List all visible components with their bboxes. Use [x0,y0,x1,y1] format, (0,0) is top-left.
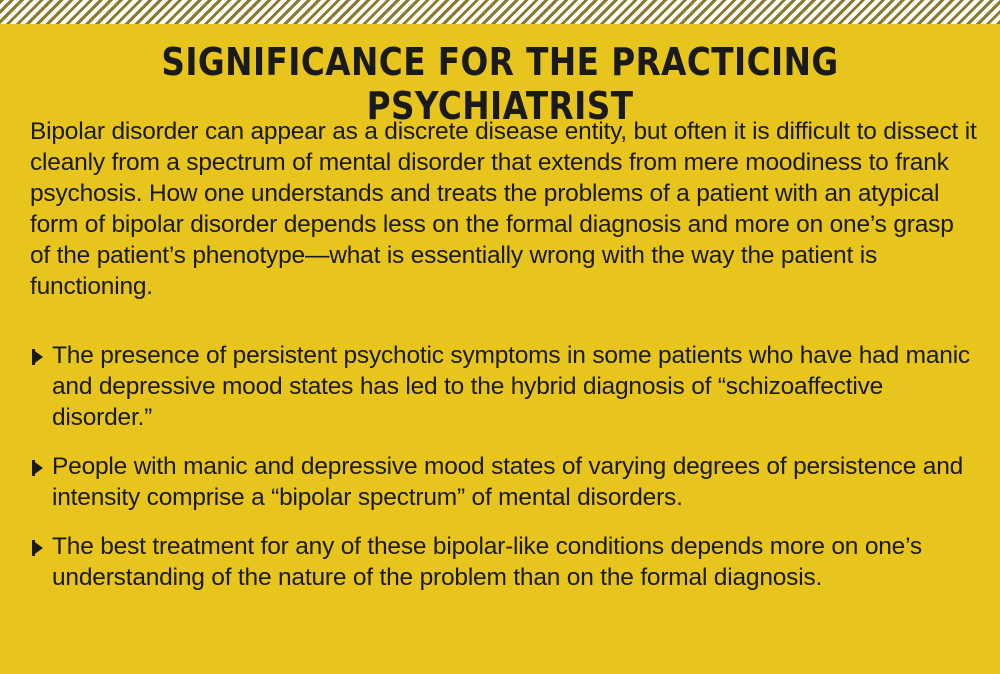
bullet-arrow-icon [32,540,43,556]
list-item [30,451,970,513]
list-item [30,340,970,433]
hatched-top-border [0,0,1000,24]
bullet-list [30,340,970,593]
bullet-text: People with manic and depressive mood states of varying degrees of persistence and intensity comprise a “bipolar spectrum” of mental disorders. [52,453,964,511]
bullet-text: The best treatment for any of these bipolar-like conditions depends more on one’s understanding of the nature of the problem than on the formal diagnosis. [52,533,922,591]
list-item [30,531,970,593]
intro-paragraph: Bipolar disorder can appear as a discrete disease entity, but often it is difficult to dissect it cleanly from a spectrum of mental disorder that extends from mere moodiness to frank psychosis. How one understands and treats the problems of a patient with an atypical form of bipolar disorder depends less on the formal diagnosis and more on one’s grasp of the patient’s phenotype—what is essentially wrong with the way the patient is functioning. [30,118,977,300]
bullet-arrow-icon [32,349,43,365]
bullet-text: The presence of persistent psychotic symptoms in some patients who have had manic and depressive mood states has led to the hybrid diagnosis of “schizoaffective disorder.” [52,342,970,431]
panel-heading: SIGNIFICANCE FOR THE PRACTICING PSYCHIATRIST [161,40,839,128]
bullet-arrow-icon [32,460,43,476]
